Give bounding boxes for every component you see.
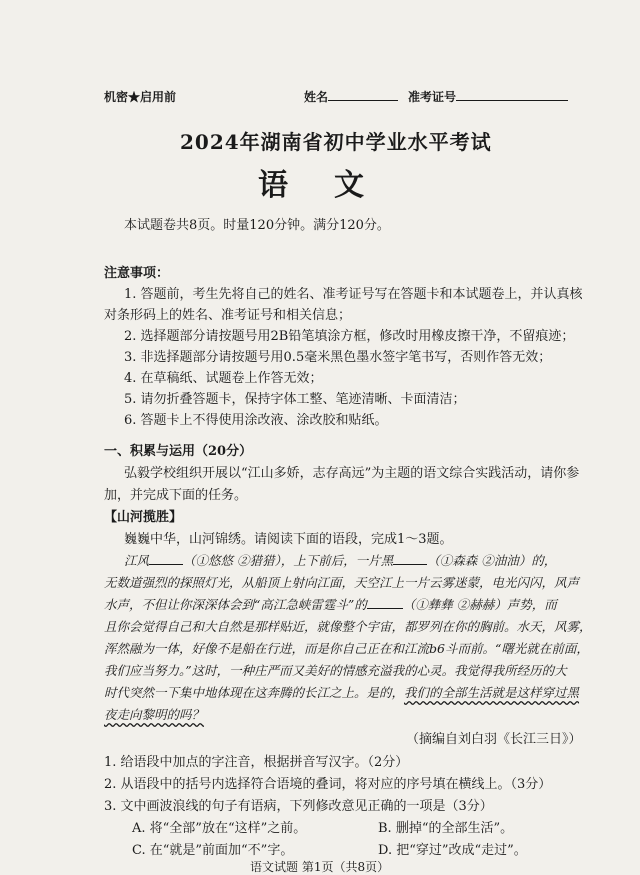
question-1: 1. 给语段中加点的字注音，根据拼音写汉字。（2分）: [104, 755, 409, 770]
option-d: D. 把“穿过”改成“走过”。: [378, 843, 527, 858]
note-item: 1. 答题前，考生先将自己的姓名、准考证号写在答题卡和本试题卷上，并认真核: [124, 287, 583, 302]
exam-id-label-text: 准考证号: [408, 90, 457, 104]
option-a: A. 将“全部”放在“这样”之前。: [132, 821, 307, 836]
note-item: 3. 非选择题部分请按题号用0.5毫米黑色墨水签字笔书写，否则作答无效；: [124, 350, 552, 365]
fill-blank: [367, 597, 403, 609]
name-label-text: 姓名: [304, 90, 329, 104]
wavy-underlined-sentence: 我们的全部生活就是这样穿过黑: [404, 685, 580, 700]
name-blank: [328, 89, 398, 101]
section-heading: 一、积累与运用（20分）: [104, 444, 253, 459]
notes-heading: 注意事项：: [104, 266, 170, 281]
option-b: B. 删掉“的全部生活”。: [378, 821, 514, 836]
exam-intro: 本试题卷共8页。时量120分钟。满分120分。: [124, 218, 390, 233]
passage-text: 水声，不但让你深深体会到“高江急峡雷霆斗”的: [104, 597, 367, 612]
note-item: 对条形码上的姓名、准考证号和相关信息；: [104, 308, 352, 323]
passage-line: 我们应当努力。”这时，一种庄严而又美好的情感充溢我的心灵。我觉得我所经历的大: [104, 663, 567, 678]
passage-text: （①森森 ②油油）的，: [427, 553, 557, 568]
exam-id-label: [408, 88, 568, 105]
passage-text: 时代突然一下集中地体现在这奔腾的长江之上。是的，: [104, 685, 405, 700]
passage-line: [104, 595, 557, 613]
page-footer: 语文试题 第1页（共8页）: [250, 860, 390, 874]
confidential-label: 机密★启用前: [104, 90, 177, 104]
note-item: 4. 在草稿纸、试题卷上作答无效；: [124, 371, 323, 386]
section-intro-line: 加，并完成下面的任务。: [104, 488, 248, 503]
question-3: 3. 文中画波浪线的句子有语病，下列修改意见正确的一项是（3分）: [104, 799, 493, 814]
passage-line: 且你会觉得自己和大自然是那样贴近，就像整个宇宙，都罗列在你的胸前。水天，风雾，: [104, 619, 592, 634]
passage-line: [124, 551, 556, 569]
note-item: 5. 请勿折叠答题卡，保持字体工整、笔迹清晰、卡面清洁；: [124, 392, 466, 407]
fill-blank: [149, 553, 183, 565]
passage-line: 无数道强烈的探照灯光，从船顶上射向江面，天空江上一片云雾迷蒙，电光闪闪，风声: [104, 575, 580, 590]
passage-text: （①悠悠 ②猎猎），上下前后，一片黑: [183, 553, 394, 568]
note-item: 6. 答题卡上不得使用涂改液、涂改胶和贴纸。: [124, 413, 388, 428]
passage-line: 浑然融为一体，好像不是船在行进，而是你自己正在和江流b6斗而前。“曙光就在前面，: [104, 641, 589, 656]
reading-lead: 巍巍中华，山河锦绣。请阅读下面的语段，完成1～3题。: [124, 532, 453, 547]
section-intro-line: 弘毅学校组织开展以“江山多娇，志存高远”为主题的语文综合实践活动，请你参: [124, 466, 580, 481]
exam-title: 2024年湖南省初中学业水平考试: [180, 130, 492, 154]
passage-line: [104, 705, 204, 723]
passage-line: [104, 683, 579, 701]
passage-text: （①彝彝 ②赫赫）声势，而: [402, 597, 557, 612]
wavy-underlined-sentence: 夜走向黎明的吗？: [104, 707, 205, 722]
question-2: 2. 从语段中的括号内选择符合语境的叠词，将对应的序号填在横线上。（3分）: [104, 777, 552, 792]
passage-text: 江风: [124, 553, 150, 568]
exam-id-blank: [456, 89, 568, 101]
fill-blank: [393, 553, 427, 565]
subsection-heading: 【山河揽胜】: [104, 510, 183, 525]
note-item: 2. 选择题部分请按题号用2B铅笔填涂方框，修改时用橡皮擦干净，不留痕迹；: [124, 329, 575, 344]
option-c: C. 在“就是”前面加“不”字。: [132, 843, 294, 858]
name-label: [304, 88, 398, 105]
subject-title: 语文: [258, 168, 410, 203]
passage-source: （摘编自刘白羽《长江三日》）: [406, 732, 582, 747]
